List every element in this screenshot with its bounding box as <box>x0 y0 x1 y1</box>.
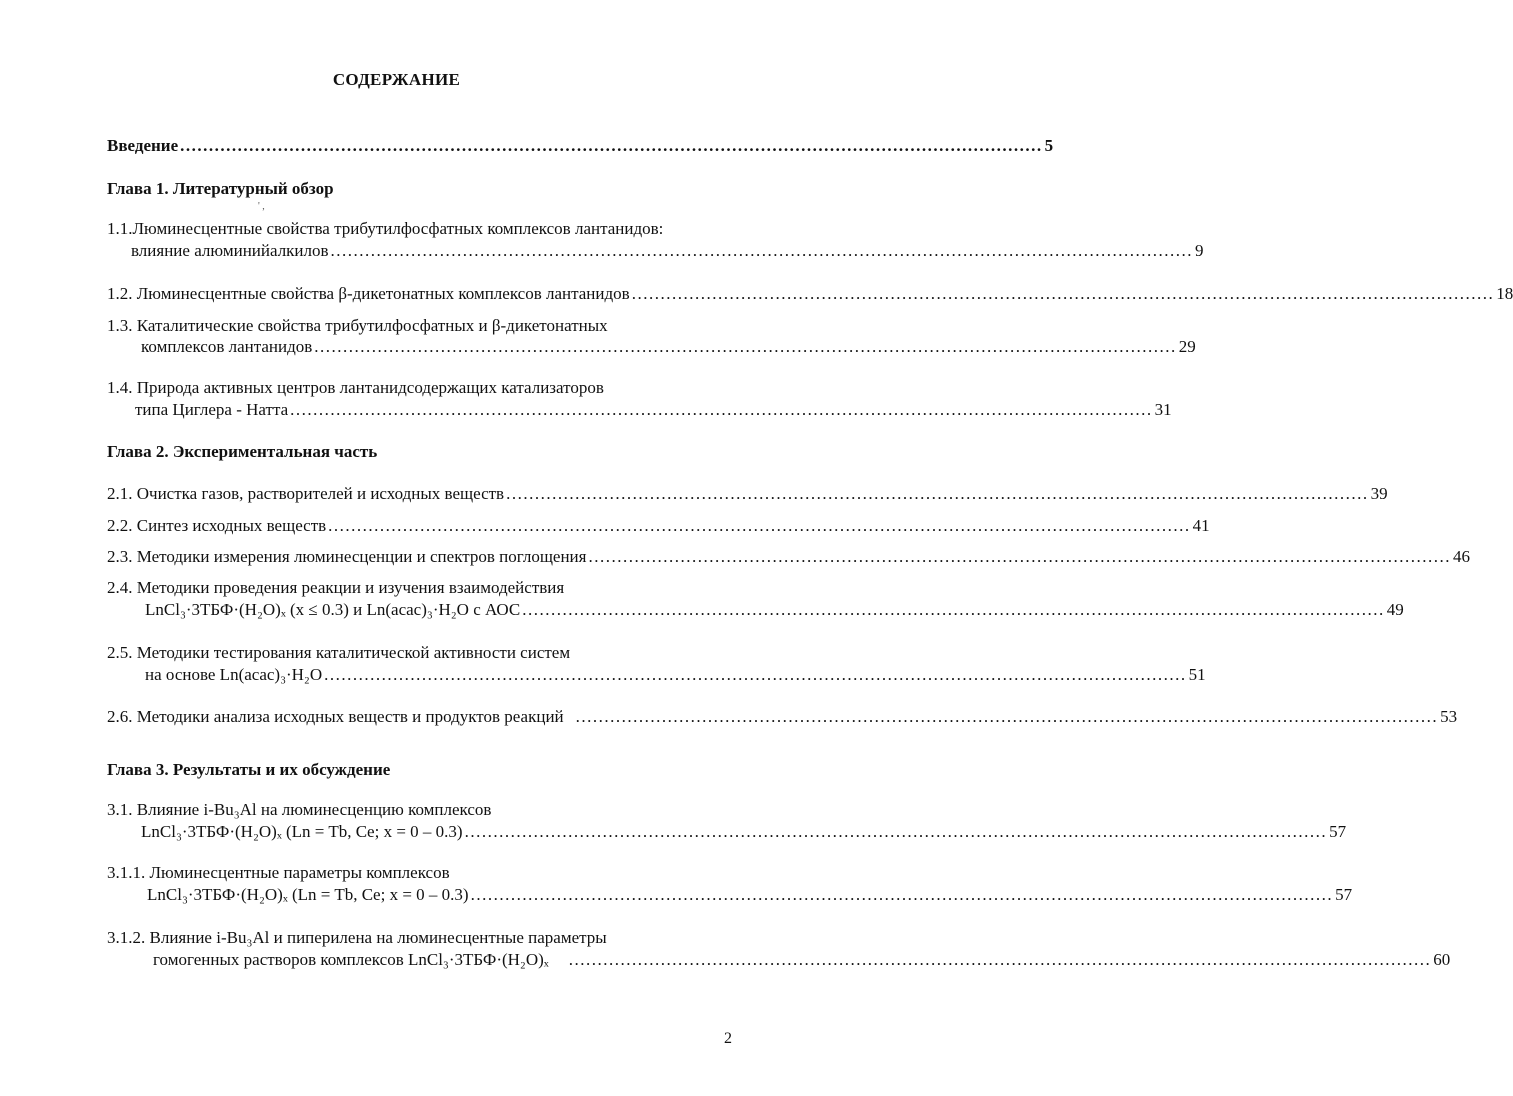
leader-dots: ...................................................................................................................................................... <box>180 136 1043 155</box>
toc-entry-2-4[interactable] <box>145 600 1404 620</box>
toc-entry-2-5[interactable] <box>145 665 1206 685</box>
toc-chapter-1[interactable]: Глава 1. Литературный обзор <box>107 179 334 198</box>
toc-entry-page: 53 <box>1440 707 1458 726</box>
toc-entry-page: 5 <box>1044 136 1054 155</box>
toc-entry-page: 29 <box>1178 337 1196 356</box>
toc-entry-1-4-line1[interactable]: 1.4. Природа активных центров лантанидсодержащих катализаторов <box>107 378 604 397</box>
leader-dots: ...................................................................................................................................................... <box>506 484 1369 503</box>
toc-entry-3-1-2-line1[interactable]: 3.1.2. Влияние i-Bu₃Al и пиперилена на люминесцентные параметры <box>107 928 607 947</box>
toc-entry-text: комплексов лантанидов <box>141 337 313 356</box>
toc-entry-text: LnCl₃·3ТБФ·(H₂O)ₓ (x ≤ 0.3) и Ln(acac)₃·H₂O с АОС <box>145 600 521 619</box>
leader-dots: ...................................................................................................................................................... <box>522 600 1385 619</box>
toc-entry-page: 39 <box>1370 484 1388 503</box>
toc-entry-1-4[interactable] <box>135 400 1172 420</box>
toc-entry-text: LnCl₃·3ТБФ·(H₂O)ₓ (Ln = Tb, Ce; x = 0 – 0.3) <box>147 885 469 904</box>
leader-dots: ...................................................................................................................................................... <box>290 400 1153 419</box>
toc-entry-text: Введение <box>107 136 179 155</box>
toc-entry-2-4-line1[interactable]: 2.4. Методики проведения реакции и изучения взаимодействия <box>107 578 565 597</box>
leader-dots: ...................................................................................................................................................... <box>588 547 1451 566</box>
toc-entry-1-3[interactable] <box>141 337 1196 357</box>
leader-dots: ...................................................................................................................................................... <box>631 284 1495 303</box>
toc-entry-text: 2.6. Методики анализа исходных веществ и продуктов реакций <box>107 707 564 726</box>
toc-entry-page: 18 <box>1496 284 1513 303</box>
toc-entry-page: 57 <box>1335 885 1353 904</box>
toc-entry-2-5-line1[interactable]: 2.5. Методики тестирования каталитической активности систем <box>107 643 571 662</box>
toc-entry-page: 31 <box>1154 400 1172 419</box>
toc-entry-text: гомогенных растворов комплексов LnCl₃·3ТБФ·(H₂O)ₓ <box>153 950 549 969</box>
toc-entry-1-3-line1[interactable]: 1.3. Каталитические свойства трибутилфосфатных и β-дикетонатных <box>107 316 608 335</box>
leader-dots: ...................................................................................................................................................... <box>330 241 1194 260</box>
leader-dots: ...................................................................................................................................................... <box>568 950 1432 969</box>
toc-entry-page: 51 <box>1188 665 1206 684</box>
toc-entry-page: 46 <box>1452 547 1470 566</box>
toc-entry-2-6[interactable] <box>107 707 1458 727</box>
toc-entry-3-1[interactable] <box>141 822 1347 842</box>
toc-entry-3-1-1-line1[interactable]: 3.1.1. Люминесцентные параметры комплексов <box>107 863 450 882</box>
toc-entry-1-1[interactable] <box>131 241 1204 261</box>
scan-mark: ' , <box>258 201 265 212</box>
toc-entry-2-2[interactable] <box>107 516 1210 536</box>
toc-entry-2-1[interactable] <box>107 484 1388 504</box>
leader-dots: ...................................................................................................................................................... <box>314 337 1177 356</box>
toc-entry-page: 57 <box>1329 822 1347 841</box>
toc-entry-text: 2.1. Очистка газов, растворителей и исходных веществ <box>107 484 505 503</box>
toc-entry-page: 49 <box>1386 600 1404 619</box>
page-number: 2 <box>724 1030 732 1047</box>
toc-entry-3-1-line1[interactable]: 3.1. Влияние i-Bu₃Al на люминесценцию комплексов <box>107 800 492 819</box>
toc-entry-text: влияние алюминийалкилов <box>131 241 329 260</box>
toc-entry-page: 41 <box>1192 516 1210 535</box>
toc-entry-page: 60 <box>1433 950 1451 969</box>
leader-dots: ...................................................................................................................................................... <box>328 516 1191 535</box>
toc-entry-text: 2.2. Синтез исходных веществ <box>107 516 327 535</box>
toc-chapter-2[interactable]: Глава 2. Экспериментальная часть <box>107 442 378 461</box>
toc-entry-page: 9 <box>1195 241 1204 260</box>
leader-dots: ...................................................................................................................................................... <box>470 885 1334 904</box>
toc-entry-3-1-1[interactable] <box>147 885 1353 905</box>
page-title: СОДЕРЖАНИЕ <box>332 70 461 89</box>
toc-entry-text: 2.3. Методики измерения люминесценции и спектров поглощения <box>107 547 587 566</box>
toc-entry-3-1-2[interactable] <box>153 950 1451 970</box>
toc-entry-1-2[interactable] <box>107 284 1513 304</box>
toc-entry-2-3[interactable] <box>107 547 1470 567</box>
toc-entry-text: LnCl₃·3ТБФ·(H₂O)ₓ (Ln = Tb, Ce; x = 0 – 0.3) <box>141 822 463 841</box>
toc-entry-text: типа Циглера - Натта <box>135 400 289 419</box>
leader-dots: ...................................................................................................................................................... <box>575 707 1439 726</box>
toc-entry-1-1-line1[interactable]: 1.1.Люминесцентные свойства трибутилфосфатных комплексов лантанидов: <box>107 219 664 238</box>
toc-entry-intro[interactable] <box>107 136 1054 156</box>
toc-entry-text: на основе Ln(acac)₃·H₂O <box>145 665 323 684</box>
toc-chapter-3[interactable]: Глава 3. Результаты и их обсуждение <box>107 760 391 779</box>
leader-dots: ...................................................................................................................................................... <box>464 822 1328 841</box>
toc-entry-text: 1.2. Люминесцентные свойства β-дикетонатных комплексов лантанидов <box>107 284 630 303</box>
leader-dots: ...................................................................................................................................................... <box>324 665 1187 684</box>
